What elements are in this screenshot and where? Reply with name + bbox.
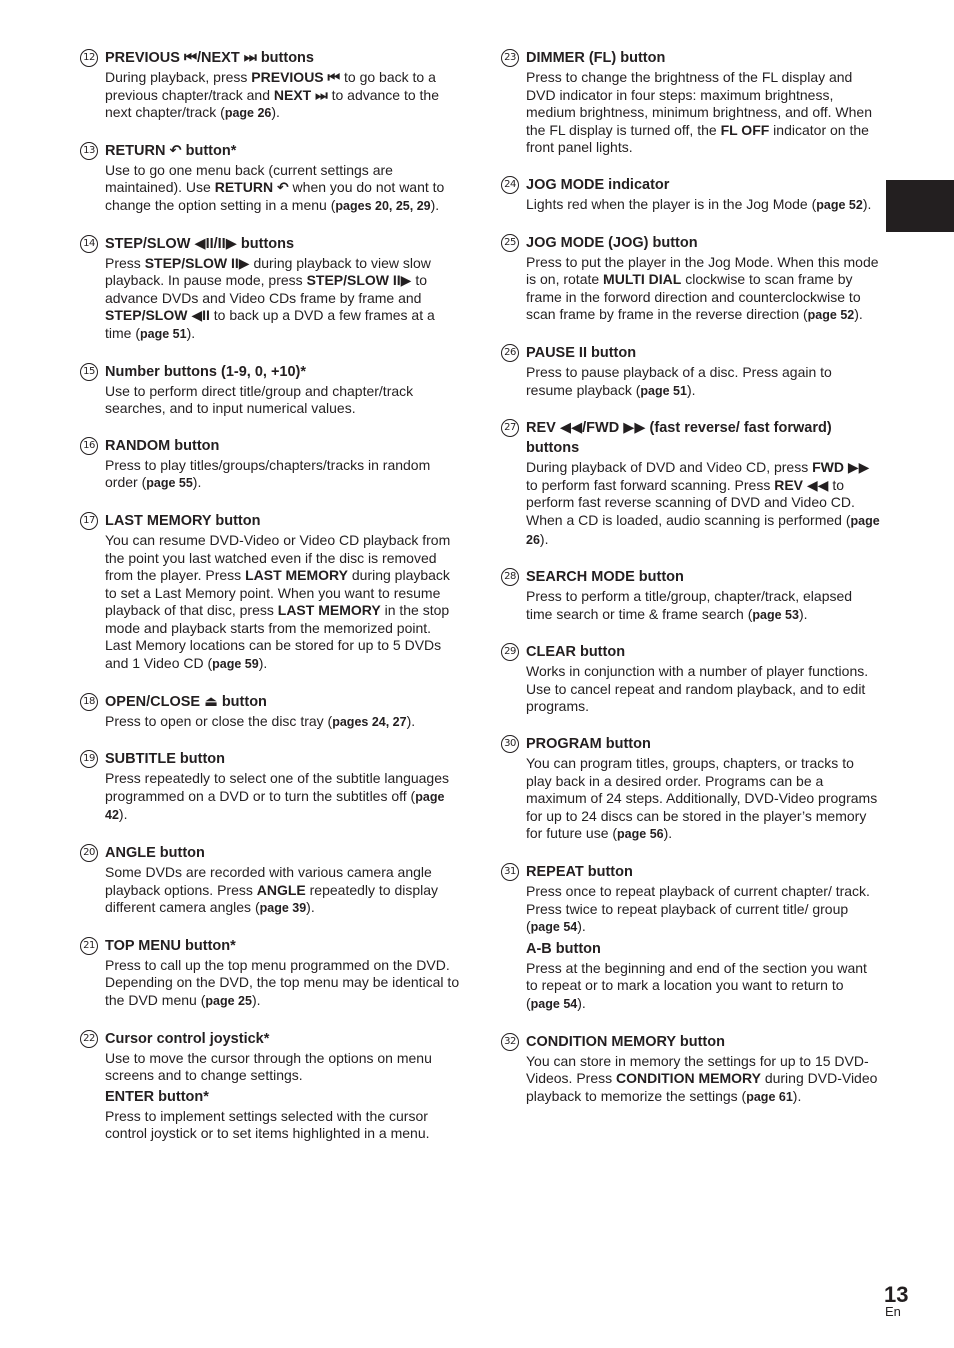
section-tab-marker bbox=[886, 180, 954, 232]
text-run: to perform fast forward scanning. Press bbox=[526, 476, 775, 493]
item-sub-description bbox=[105, 1108, 460, 1143]
item-description bbox=[105, 1050, 460, 1085]
item-title: ANGLE button bbox=[105, 845, 205, 862]
item-subtitle: A-B button bbox=[526, 940, 601, 957]
page-reference: page 26 bbox=[526, 513, 880, 547]
text-run: You can resume DVD-Video or Video CD playback from the point you last watched even if the disc is removed from the player. Press bbox=[105, 531, 451, 584]
text-run: clockwise to scan frame by frame in the forword direction and counterclockwise to scan frame by frame in the reverse direction ( bbox=[526, 271, 861, 323]
item-number-badge: 32 bbox=[501, 1033, 519, 1051]
text-run: to advance DVDs and Video CDs frame by frame and bbox=[105, 272, 428, 306]
text-run: ). bbox=[430, 196, 440, 213]
page-reference: page 59 bbox=[212, 657, 259, 672]
text-run: when you do not want to change the option setting in a menu ( bbox=[105, 179, 445, 213]
text-run: Use to move the cursor through the options on menu screens and to change settings. bbox=[105, 1049, 432, 1084]
text-run: Press to call up the top menu programmed on the DVD. Depending on the DVD, the top menu may be identical to the DVD menu ( bbox=[105, 956, 460, 1008]
text-run: ). bbox=[686, 381, 696, 398]
bold-term: PREVIOUS ⏮ bbox=[251, 69, 341, 85]
text-run: Press to pause playback of a disc. Press again to resume playback ( bbox=[526, 363, 832, 398]
text-run: Some DVDs are recorded with various camera angle playback options. Press bbox=[105, 864, 432, 898]
item-description bbox=[105, 957, 460, 1011]
item-number-badge: 21 bbox=[80, 937, 98, 955]
item-entry bbox=[80, 749, 460, 825]
text-run: Use to go one menu back (current settings are maintained). Use bbox=[105, 161, 393, 196]
text-run: ). bbox=[258, 655, 268, 672]
page-reference: page 26 bbox=[224, 106, 272, 121]
text-run: ). bbox=[663, 825, 673, 842]
item-description bbox=[526, 883, 881, 937]
text-run: to advance to the next chapter/track ( bbox=[105, 86, 440, 121]
item-entry bbox=[501, 343, 881, 400]
item-title: CONDITION MEMORY button bbox=[526, 1033, 725, 1050]
text-run: to back up a DVD a few frames at a time ( bbox=[105, 307, 435, 341]
item-title: CLEAR button bbox=[526, 644, 626, 661]
text-run: during playback to set a Last Memory point. When you want to resume playback of that disc, press bbox=[105, 567, 450, 619]
page-reference: page 52 bbox=[816, 197, 863, 212]
text-run: ). bbox=[862, 195, 872, 212]
page-reference: page 51 bbox=[140, 326, 187, 341]
item-description bbox=[526, 254, 881, 325]
item-number-badge: 28 bbox=[501, 568, 519, 586]
item-number-badge: 19 bbox=[80, 750, 98, 768]
text-run: ). bbox=[406, 712, 416, 729]
page-reference: pages 20, 25, 29 bbox=[335, 198, 431, 213]
item-number-badge: 12 bbox=[80, 49, 98, 67]
bold-term: STEP/SLOW II▶ bbox=[144, 254, 250, 271]
item-title: JOG MODE (JOG) button bbox=[526, 234, 698, 251]
item-number-badge: 29 bbox=[501, 643, 519, 661]
text-run: Press to play titles/groups/chapters/tracks in random order ( bbox=[105, 456, 431, 491]
text-run: ). bbox=[577, 995, 586, 1011]
item-number-badge: 31 bbox=[501, 863, 519, 881]
item-sub-description bbox=[526, 960, 881, 1014]
bold-term: FL OFF bbox=[720, 121, 770, 138]
item-description bbox=[526, 755, 881, 844]
item-number-badge: 17 bbox=[80, 512, 98, 530]
item-number-badge: 30 bbox=[501, 735, 519, 753]
item-title: REPEAT button bbox=[526, 864, 633, 881]
item-description bbox=[105, 255, 460, 344]
text-run: Press to implement settings selected with the cursor control joystick or to set items highlighted in a menu. bbox=[105, 1107, 430, 1142]
text-run: repeatedly to display different camera angles ( bbox=[105, 881, 439, 916]
text-run: Press bbox=[105, 254, 145, 271]
text-run: ). bbox=[798, 605, 808, 622]
item-title: Number buttons (1-9, 0, +10)* bbox=[105, 363, 307, 380]
bold-term: FWD ▶▶ bbox=[812, 459, 870, 476]
text-run: You can store in memory the settings for up to 15 DVD-Videos. Press bbox=[526, 1052, 869, 1087]
item-entry bbox=[501, 1032, 881, 1107]
item-number-badge: 20 bbox=[80, 844, 98, 862]
item-entry bbox=[80, 436, 460, 493]
item-entry bbox=[501, 418, 881, 549]
item-number-badge: 15 bbox=[80, 363, 98, 381]
text-run: Press to put the player in the Jog Mode. When this mode is on, rotate bbox=[526, 253, 879, 288]
item-description bbox=[105, 713, 460, 732]
text-run: During playback, press bbox=[105, 69, 252, 85]
item-entry bbox=[501, 48, 881, 157]
bold-term: STEP/SLOW II▶ bbox=[306, 272, 412, 289]
language-code: En bbox=[885, 1304, 901, 1319]
item-description bbox=[105, 383, 460, 418]
item-description bbox=[526, 1053, 881, 1107]
item-title: TOP MENU button* bbox=[105, 937, 236, 954]
item-number-badge: 13 bbox=[80, 142, 98, 160]
item-title: RANDOM button bbox=[105, 437, 220, 454]
item-title: PAUSE II button bbox=[526, 344, 637, 361]
text-run: Press at the beginning and end of the section you want to repeat or to mark a location you want to return to ( bbox=[526, 959, 867, 1011]
item-description bbox=[105, 457, 460, 493]
text-run: ). bbox=[192, 474, 202, 491]
text-run: Press to change the brightness of the FL display and DVD indicator in four steps: maximum brightness, medium brightness, minimum brightness, and off. When the FL display is turned off, the bbox=[526, 69, 873, 138]
bold-term: REV ◀◀ bbox=[774, 476, 829, 493]
item-description bbox=[105, 532, 460, 674]
text-run: Press to perform a title/group, chapter/track, elapsed time search or time & frame search ( bbox=[526, 588, 853, 622]
item-title: OPEN/CLOSE ⏏ button bbox=[105, 693, 267, 710]
item-number-badge: 18 bbox=[80, 693, 98, 711]
bold-term: CONDITION MEMORY bbox=[616, 1070, 761, 1087]
text-run: to go back to a previous chapter/track and bbox=[105, 69, 436, 103]
text-run: indicator on the front panel lights. bbox=[526, 121, 869, 156]
item-title: PROGRAM button bbox=[526, 736, 651, 753]
text-run: Press repeatedly to select one of the subtitle languages programmed on a DVD or to turn the subtitles off ( bbox=[105, 770, 449, 804]
bold-term: STEP/SLOW ◀II bbox=[105, 307, 210, 324]
text-run: ). bbox=[251, 992, 261, 1008]
text-run: Lights red when the player is in the Jog Mode ( bbox=[526, 195, 817, 212]
item-entry bbox=[501, 734, 881, 844]
item-entry bbox=[501, 642, 881, 716]
item-entry bbox=[501, 233, 881, 325]
text-run: to perform fast reverse scanning of DVD and Video CD. When a CD is loaded, audio scanning is performed ( bbox=[526, 476, 855, 528]
page-reference: page 54 bbox=[530, 920, 578, 935]
text-run: ). bbox=[854, 306, 863, 323]
item-entry bbox=[80, 141, 460, 216]
item-number-badge: 27 bbox=[501, 419, 519, 437]
text-run: during playback to view slow playback. In pause mode, press bbox=[105, 254, 431, 289]
page-reference: pages 24, 27 bbox=[332, 714, 407, 729]
bold-term: LAST MEMORY bbox=[277, 602, 381, 619]
item-number-badge: 25 bbox=[501, 234, 519, 252]
bold-term: RETURN ↶ bbox=[214, 179, 289, 196]
text-run: Works in conjunction with a number of player functions. Use to cancel repeat and random playback, and to edit programs. bbox=[526, 663, 869, 715]
text-run: ). bbox=[306, 899, 315, 916]
item-entry bbox=[501, 862, 881, 1014]
item-description bbox=[526, 196, 881, 215]
page-reference: page 61 bbox=[746, 1089, 793, 1104]
item-entry bbox=[80, 843, 460, 918]
item-description bbox=[526, 364, 881, 400]
item-description bbox=[526, 663, 881, 716]
item-title: LAST MEMORY button bbox=[105, 512, 261, 529]
text-run: You can program titles, groups, chapters, or tracks to play back in a desired order. Programs can be a maximum of 24 steps. Additionally, DVD-Video programs for up to 24 discs can be stored in the player’s memory for future use ( bbox=[526, 755, 878, 842]
page-reference: page 39 bbox=[259, 901, 307, 916]
item-description bbox=[105, 162, 460, 216]
item-title: SEARCH MODE button bbox=[526, 569, 684, 586]
bold-term: ANGLE bbox=[256, 881, 306, 898]
text-run: ). bbox=[186, 324, 196, 341]
item-entry bbox=[80, 362, 460, 418]
bold-term: NEXT ⏭ bbox=[273, 86, 328, 103]
text-run: during DVD-Video playback to memorize the settings ( bbox=[526, 1070, 878, 1104]
text-run: ). bbox=[271, 104, 280, 121]
item-entry bbox=[501, 567, 881, 624]
item-number-badge: 26 bbox=[501, 344, 519, 362]
item-description bbox=[526, 588, 881, 624]
item-description bbox=[105, 69, 460, 123]
item-title: STEP/SLOW ◀II/II▶ buttons bbox=[105, 235, 295, 252]
item-title: SUBTITLE button bbox=[105, 751, 226, 768]
item-description bbox=[105, 770, 460, 825]
item-number-badge: 22 bbox=[80, 1030, 98, 1048]
text-run: ). bbox=[577, 918, 586, 935]
item-entry bbox=[501, 175, 881, 215]
page-reference: page 25 bbox=[205, 994, 252, 1008]
item-title: Cursor control joystick* bbox=[105, 1030, 270, 1047]
item-entry bbox=[80, 234, 460, 344]
item-description bbox=[526, 69, 881, 157]
item-entry bbox=[80, 511, 460, 674]
item-entry bbox=[80, 48, 460, 123]
item-title: DIMMER (FL) button bbox=[526, 50, 666, 66]
item-entry bbox=[80, 692, 460, 732]
item-number-badge: 16 bbox=[80, 437, 98, 455]
page-reference: page 51 bbox=[640, 383, 687, 398]
page-reference: page 42 bbox=[105, 789, 445, 823]
page-reference: page 55 bbox=[146, 476, 193, 491]
text-run: Use to perform direct title/group and chapter/track searches, and to input numerical values. bbox=[105, 382, 414, 417]
item-title: JOG MODE indicator bbox=[526, 176, 670, 193]
item-number-badge: 23 bbox=[501, 49, 519, 67]
text-run: ). bbox=[118, 806, 128, 823]
page-reference: page 53 bbox=[752, 607, 799, 622]
left-column bbox=[80, 48, 460, 1161]
item-entry bbox=[80, 1029, 460, 1143]
text-run: During playback of DVD and Video CD, press bbox=[526, 459, 813, 476]
item-description bbox=[526, 459, 881, 549]
item-description bbox=[105, 864, 460, 918]
page-number: 13 bbox=[884, 1282, 909, 1307]
text-run: ). bbox=[539, 530, 549, 547]
item-title: REV ◀◀/FWD ▶▶ (fast reverse/ fast forward) buttons bbox=[526, 420, 832, 457]
item-title: RETURN ↶ button* bbox=[105, 142, 237, 159]
text-run: Press once to repeat playback of current chapter/ track. Press twice to repeat playback of current title/ group ( bbox=[526, 883, 870, 935]
item-title: PREVIOUS ⏮/NEXT ⏭ buttons bbox=[105, 50, 314, 66]
item-number-badge: 14 bbox=[80, 235, 98, 253]
item-subtitle: ENTER button* bbox=[105, 1088, 209, 1105]
text-run: Press to open or close the disc tray ( bbox=[105, 712, 333, 729]
text-run: ). bbox=[792, 1087, 802, 1104]
page-reference: page 54 bbox=[530, 997, 578, 1011]
item-entry bbox=[80, 936, 460, 1011]
page-reference: page 56 bbox=[617, 827, 664, 842]
bold-term: MULTI DIAL bbox=[603, 271, 682, 288]
item-number-badge: 24 bbox=[501, 176, 519, 194]
right-column bbox=[501, 48, 881, 1124]
text-run: in the stop mode and playback starts from the memorized point. Last Memory locations can be stored for up to 5 DVDs and 1 Video CD ( bbox=[105, 602, 450, 672]
page-reference: page 52 bbox=[807, 308, 855, 323]
bold-term: LAST MEMORY bbox=[245, 567, 348, 584]
